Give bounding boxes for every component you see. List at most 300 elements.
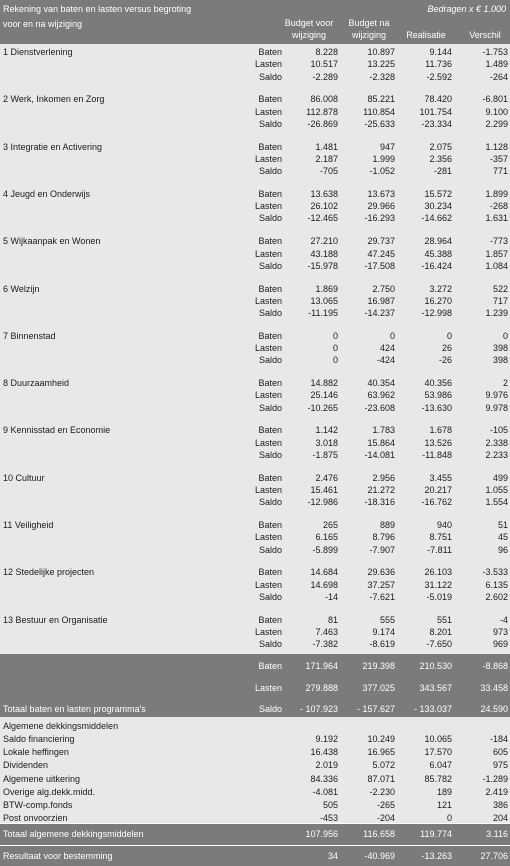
col-header-budget-voor bbox=[278, 17, 340, 41]
realisatie-cell: 189 bbox=[436, 787, 452, 797]
budget-na-cell: 85.221 bbox=[367, 94, 395, 104]
realisatie-cell: 210.530 bbox=[419, 661, 452, 671]
budget-na-cell: 110.854 bbox=[363, 107, 395, 117]
program-row bbox=[0, 71, 510, 83]
budget-voor-cell: 2.476 bbox=[315, 473, 338, 483]
row-label: Resultaat voor bestemming bbox=[3, 851, 113, 861]
budget-voor-cell: 14.698 bbox=[310, 580, 338, 590]
realisatie-cell: 8.751 bbox=[429, 532, 452, 542]
program-row bbox=[0, 58, 510, 70]
budget-voor-cell: - 107.923 bbox=[299, 704, 338, 714]
budget-voor-cell: 112.878 bbox=[306, 107, 338, 117]
program-row bbox=[0, 235, 510, 247]
verschil-cell: -4 bbox=[499, 615, 508, 625]
realisatie-cell: -7.650 bbox=[426, 639, 452, 649]
realisatie-cell: 26.103 bbox=[424, 567, 452, 577]
row-kind: Baten bbox=[258, 189, 282, 199]
row-label: 1 Dienstverlening bbox=[3, 47, 73, 57]
budget-voor-cell: 14.882 bbox=[310, 378, 338, 388]
algemene-row bbox=[0, 799, 510, 811]
realisatie-cell: -13.263 bbox=[421, 851, 452, 861]
budget-voor-cell: 1.481 bbox=[315, 142, 338, 152]
verschil-cell: 1.239 bbox=[485, 308, 508, 318]
realisatie-cell: -11.848 bbox=[422, 450, 452, 460]
budget-voor-cell: -14 bbox=[324, 592, 338, 602]
row-kind: Lasten bbox=[254, 438, 282, 448]
row-kind: Saldo bbox=[258, 592, 282, 602]
budget-voor-cell: -12.465 bbox=[307, 213, 338, 223]
budget-voor-cell: -10.265 bbox=[307, 403, 338, 413]
budget-na-cell: 15.864 bbox=[367, 438, 395, 448]
budget-na-cell: - 157.627 bbox=[356, 704, 395, 714]
realisatie-cell: 8.201 bbox=[429, 627, 452, 637]
budget-na-cell: -7.907 bbox=[369, 545, 395, 555]
realisatie-cell: 15.572 bbox=[424, 189, 452, 199]
budget-voor-cell: 13.638 bbox=[310, 189, 338, 199]
verschil-cell: 717 bbox=[492, 296, 508, 306]
budget-na-cell: -23.608 bbox=[364, 403, 395, 413]
budget-na-cell: 21.272 bbox=[367, 485, 395, 495]
program-row bbox=[0, 566, 510, 578]
row-kind: Lasten bbox=[254, 683, 282, 693]
verschil-cell: 605 bbox=[492, 747, 508, 757]
row-kind: Lasten bbox=[254, 485, 282, 495]
row-label: 6 Welzijn bbox=[3, 284, 40, 294]
budget-voor-cell: -453 bbox=[319, 813, 338, 823]
realisatie-cell: 6.047 bbox=[429, 760, 452, 770]
row-label: Algemene uitkering bbox=[3, 774, 81, 784]
budget-voor-cell: -12.986 bbox=[307, 497, 338, 507]
row-kind: Lasten bbox=[254, 296, 282, 306]
budget-voor-cell: 9.192 bbox=[315, 734, 338, 744]
budget-voor-cell: 84.336 bbox=[310, 774, 338, 784]
budget-na-cell: -40.969 bbox=[364, 851, 395, 861]
budget-na-cell: 40.354 bbox=[367, 378, 395, 388]
realisatie-cell: 940 bbox=[436, 520, 452, 530]
program-row bbox=[0, 200, 510, 212]
totals-row bbox=[0, 703, 510, 715]
program-row bbox=[0, 377, 510, 389]
realisatie-cell: 2.075 bbox=[429, 142, 452, 152]
program-row bbox=[0, 389, 510, 401]
row-kind: Saldo bbox=[258, 450, 282, 460]
verschil-cell: 975 bbox=[492, 760, 508, 770]
realisatie-cell: 121 bbox=[436, 800, 452, 810]
algemene-total-row bbox=[0, 824, 510, 845]
budget-na-cell: 16.965 bbox=[367, 747, 395, 757]
budget-na-cell: 2.750 bbox=[372, 284, 395, 294]
budget-voor-cell: 26.102 bbox=[310, 201, 338, 211]
program-row bbox=[0, 141, 510, 153]
realisatie-cell: 26 bbox=[441, 343, 452, 353]
row-kind: Lasten bbox=[254, 532, 282, 542]
verschil-cell: 3.116 bbox=[486, 829, 508, 839]
budget-voor-cell: -11.195 bbox=[308, 308, 338, 318]
row-kind: Baten bbox=[258, 615, 282, 625]
result-row bbox=[0, 846, 510, 866]
program-row bbox=[0, 449, 510, 461]
row-kind: Saldo bbox=[258, 119, 282, 129]
realisatie-cell: 3.272 bbox=[429, 284, 452, 294]
algemene-row bbox=[0, 786, 510, 798]
row-kind: Saldo bbox=[258, 166, 282, 176]
program-row bbox=[0, 165, 510, 177]
row-kind: Baten bbox=[258, 94, 282, 104]
program-row bbox=[0, 93, 510, 105]
budget-na-cell: 63.962 bbox=[367, 390, 395, 400]
totals-row bbox=[0, 682, 510, 694]
budget-voor-cell: -7.382 bbox=[312, 639, 338, 649]
realisatie-cell: 2.356 bbox=[429, 154, 452, 164]
budget-na-cell: 47.245 bbox=[367, 249, 395, 259]
verschil-cell: -6.801 bbox=[482, 94, 508, 104]
budget-na-cell: 424 bbox=[379, 343, 395, 353]
budget-voor-cell: 7.463 bbox=[315, 627, 338, 637]
row-kind: Baten bbox=[258, 661, 282, 671]
program-row bbox=[0, 591, 510, 603]
row-label: Lokale heffingen bbox=[3, 747, 69, 757]
row-label: 10 Cultuur bbox=[3, 473, 45, 483]
verschil-cell: 9.100 bbox=[485, 107, 508, 117]
row-kind: Baten bbox=[258, 47, 282, 57]
realisatie-cell: 16.270 bbox=[424, 296, 452, 306]
row-kind: Baten bbox=[258, 378, 282, 388]
realisatie-cell: -23.334 bbox=[421, 119, 452, 129]
verschil-cell: 1.055 bbox=[485, 485, 508, 495]
verschil-cell: 522 bbox=[492, 284, 508, 294]
verschil-cell: -8.868 bbox=[482, 661, 508, 671]
totals-row bbox=[0, 660, 510, 672]
realisatie-cell: -7.811 bbox=[427, 545, 452, 555]
realisatie-cell: 10.065 bbox=[424, 734, 452, 744]
budget-na-cell: -204 bbox=[376, 813, 395, 823]
row-kind: Lasten bbox=[254, 390, 282, 400]
budget-voor-cell: 14.684 bbox=[310, 567, 338, 577]
row-label: Overige alg.dekk.midd. bbox=[3, 787, 96, 797]
realisatie-cell: 11.736 bbox=[425, 59, 452, 69]
verschil-cell: 499 bbox=[492, 473, 508, 483]
realisatie-cell: 343.567 bbox=[419, 683, 452, 693]
program-row bbox=[0, 118, 510, 130]
verschil-cell: 204 bbox=[492, 813, 508, 823]
budget-na-cell: -16.293 bbox=[364, 213, 395, 223]
verschil-cell: 9.978 bbox=[485, 403, 508, 413]
realisatie-cell: 9.144 bbox=[429, 47, 452, 57]
program-row bbox=[0, 484, 510, 496]
row-label: 8 Duurzaamheid bbox=[3, 378, 70, 388]
budget-na-cell: 87.071 bbox=[367, 774, 395, 784]
program-row bbox=[0, 106, 510, 118]
row-kind: Baten bbox=[258, 142, 282, 152]
row-kind: Saldo bbox=[258, 403, 282, 413]
verschil-cell: 973 bbox=[492, 627, 508, 637]
budget-na-cell: 889 bbox=[379, 520, 395, 530]
verschil-cell: 2.338 bbox=[485, 438, 508, 448]
budget-voor-cell: 25.146 bbox=[310, 390, 338, 400]
budget-na-cell: -2.328 bbox=[369, 72, 395, 82]
program-row bbox=[0, 260, 510, 272]
budget-na-cell: -14.237 bbox=[364, 308, 395, 318]
algemene-row bbox=[0, 773, 510, 785]
program-row bbox=[0, 638, 510, 650]
row-kind: Baten bbox=[258, 567, 282, 577]
program-row bbox=[0, 496, 510, 508]
budget-voor-cell: 43.188 bbox=[310, 249, 338, 259]
verschil-cell: 24.590 bbox=[480, 704, 508, 714]
budget-na-cell: -25.633 bbox=[364, 119, 395, 129]
budget-voor-cell: 6.165 bbox=[315, 532, 338, 542]
budget-na-cell: -7.621 bbox=[369, 592, 395, 602]
budget-na-cell: 16.987 bbox=[367, 296, 395, 306]
verschil-cell: -1.289 bbox=[482, 774, 508, 784]
budget-voor-cell: 0 bbox=[332, 331, 338, 341]
program-row bbox=[0, 531, 510, 543]
budget-voor-cell: 2.187 bbox=[315, 154, 338, 164]
budget-na-cell: 555 bbox=[379, 615, 395, 625]
budget-na-cell: -8.619 bbox=[369, 639, 395, 649]
budget-na-cell: -265 bbox=[376, 800, 395, 810]
program-row bbox=[0, 248, 510, 260]
program-row bbox=[0, 437, 510, 449]
algemene-dekkingsmiddelen-section bbox=[0, 717, 510, 823]
row-kind: Lasten bbox=[254, 201, 282, 211]
budget-na-cell: -2.230 bbox=[369, 787, 395, 797]
row-label: 13 Bestuur en Organisatie bbox=[3, 615, 108, 625]
program-row bbox=[0, 153, 510, 165]
budget-voor-cell: 171.964 bbox=[305, 661, 338, 671]
algemene-row bbox=[0, 759, 510, 771]
verschil-cell: -773 bbox=[489, 236, 508, 246]
program-row bbox=[0, 283, 510, 295]
program-row bbox=[0, 46, 510, 58]
verschil-cell: -357 bbox=[489, 154, 508, 164]
budget-voor-cell: 13.065 bbox=[310, 296, 338, 306]
program-row bbox=[0, 188, 510, 200]
program-row bbox=[0, 626, 510, 638]
verschil-cell: 2.419 bbox=[485, 787, 508, 797]
budget-na-cell: 947 bbox=[379, 142, 395, 152]
verschil-cell: 1.857 bbox=[485, 249, 508, 259]
budget-na-cell: -14.081 bbox=[364, 450, 395, 460]
budget-na-cell: -17.508 bbox=[364, 261, 395, 271]
row-kind: Lasten bbox=[254, 107, 282, 117]
verschil-cell: 398 bbox=[492, 355, 508, 365]
realisatie-cell: 551 bbox=[436, 615, 452, 625]
col-header-text: Budget na bbox=[348, 18, 390, 28]
row-kind: Saldo bbox=[258, 639, 282, 649]
budget-voor-cell: -5.899 bbox=[312, 545, 338, 555]
realisatie-cell: -13.630 bbox=[421, 403, 452, 413]
row-kind: Lasten bbox=[254, 249, 282, 259]
algemene-row bbox=[0, 733, 510, 745]
budget-na-cell: -424 bbox=[376, 355, 395, 365]
row-kind: Saldo bbox=[258, 261, 282, 271]
budget-na-cell: 29.636 bbox=[367, 567, 395, 577]
budget-voor-cell: 2.019 bbox=[315, 760, 338, 770]
budget-na-cell: 37.257 bbox=[367, 580, 395, 590]
row-label: 11 Veiligheid bbox=[3, 520, 54, 530]
budget-na-cell: 2.956 bbox=[372, 473, 395, 483]
realisatie-cell: -5.019 bbox=[426, 592, 452, 602]
realisatie-cell: -2.592 bbox=[426, 72, 452, 82]
program-row bbox=[0, 579, 510, 591]
verschil-cell: 969 bbox=[492, 639, 508, 649]
verschil-cell: 398 bbox=[492, 343, 508, 353]
verschil-cell: -184 bbox=[489, 734, 508, 744]
col-header-realisatie: Realisatie bbox=[406, 30, 446, 40]
realisatie-cell: -16.762 bbox=[421, 497, 452, 507]
row-kind: Baten bbox=[258, 520, 282, 530]
budget-na-cell: 5.072 bbox=[372, 760, 395, 770]
verschil-cell: 2.299 bbox=[485, 119, 508, 129]
budget-voor-cell: 1.869 bbox=[315, 284, 338, 294]
verschil-cell: 1.899 bbox=[485, 189, 508, 199]
program-row bbox=[0, 342, 510, 354]
verschil-cell: 2 bbox=[502, 378, 508, 388]
budget-voor-cell: 16.438 bbox=[310, 747, 338, 757]
row-kind: Saldo bbox=[258, 545, 282, 555]
realisatie-cell: - 133.037 bbox=[413, 704, 452, 714]
row-label: Totaal algemene dekkingsmiddelen bbox=[3, 829, 144, 839]
realisatie-cell: -16.424 bbox=[421, 261, 452, 271]
verschil-cell: 96 bbox=[497, 545, 508, 555]
program-row bbox=[0, 614, 510, 626]
program-row bbox=[0, 212, 510, 224]
budget-na-cell: 10.897 bbox=[367, 47, 395, 57]
program-row bbox=[0, 519, 510, 531]
verschil-cell: 2.602 bbox=[485, 592, 508, 602]
budget-na-cell: -18.316 bbox=[364, 497, 395, 507]
row-label: 7 Binnenstad bbox=[3, 331, 56, 341]
section-title bbox=[0, 720, 510, 732]
col-header-text: wijziging bbox=[291, 30, 326, 40]
row-label: Post onvoorzien bbox=[3, 813, 68, 823]
verschil-cell: -105 bbox=[489, 425, 508, 435]
row-label: 3 Integratie en Activering bbox=[3, 142, 103, 152]
budget-voor-cell: -2.289 bbox=[312, 72, 338, 82]
program-row bbox=[0, 354, 510, 366]
verschil-cell: -3.533 bbox=[482, 567, 508, 577]
budget-na-cell: 13.673 bbox=[367, 189, 395, 199]
realisatie-cell: -14.662 bbox=[421, 213, 452, 223]
budget-voor-cell: 3.018 bbox=[315, 438, 338, 448]
row-kind: Baten bbox=[258, 284, 282, 294]
realisatie-cell: 85.782 bbox=[424, 774, 452, 784]
realisatie-cell: 13.526 bbox=[424, 438, 452, 448]
row-label: Totaal baten en lasten programma's bbox=[3, 704, 146, 714]
realisatie-cell: 17.570 bbox=[424, 747, 452, 757]
budget-voor-cell: -15.978 bbox=[307, 261, 338, 271]
budget-voor-cell: 15.461 bbox=[310, 485, 338, 495]
row-kind: Baten bbox=[258, 331, 282, 341]
verschil-cell: -1.753 bbox=[482, 47, 508, 57]
budget-na-cell: 29.737 bbox=[367, 236, 395, 246]
realisatie-cell: -26 bbox=[438, 355, 452, 365]
col-header-text: Budget voor bbox=[284, 18, 334, 28]
budget-na-cell: 9.174 bbox=[372, 627, 395, 637]
realisatie-cell: 31.122 bbox=[424, 580, 452, 590]
realisatie-cell: 28.964 bbox=[424, 236, 452, 246]
budget-voor-cell: -4.081 bbox=[312, 787, 338, 797]
table-title: Rekening van baten en lasten versus begroting bbox=[3, 4, 192, 14]
realisatie-cell: 78.420 bbox=[424, 94, 452, 104]
realisatie-cell: 20.217 bbox=[424, 485, 452, 495]
budget-voor-cell: 34 bbox=[327, 851, 338, 861]
row-kind: Saldo bbox=[258, 308, 282, 318]
budget-voor-cell: 81 bbox=[327, 615, 338, 625]
realisatie-cell: 1.678 bbox=[429, 425, 452, 435]
algemene-row bbox=[0, 746, 510, 758]
row-label: Algemene dekkingsmiddelen bbox=[3, 721, 119, 731]
row-kind: Saldo bbox=[258, 72, 282, 82]
program-row bbox=[0, 295, 510, 307]
row-kind: Lasten bbox=[254, 627, 282, 637]
verschil-cell: 0 bbox=[502, 331, 508, 341]
row-label: 4 Jeugd en Onderwijs bbox=[3, 189, 91, 199]
row-kind: Baten bbox=[258, 473, 282, 483]
budget-voor-cell: 505 bbox=[322, 800, 338, 810]
program-row bbox=[0, 307, 510, 319]
table-header bbox=[0, 0, 510, 44]
totals-section bbox=[0, 654, 510, 717]
verschil-cell: 33.458 bbox=[480, 683, 508, 693]
budget-voor-cell: -705 bbox=[319, 166, 338, 176]
budget-na-cell: 116.658 bbox=[363, 829, 395, 839]
realisatie-cell: 0 bbox=[446, 331, 452, 341]
budget-voor-cell: 107.956 bbox=[305, 829, 338, 839]
budget-voor-cell: -1.875 bbox=[312, 450, 338, 460]
budget-voor-cell: 27.210 bbox=[310, 236, 338, 246]
row-label: 2 Werk, Inkomen en Zorg bbox=[3, 94, 105, 104]
realisatie-cell: 3.455 bbox=[429, 473, 452, 483]
verschil-cell: 51 bbox=[497, 520, 508, 530]
budget-voor-cell: -26.869 bbox=[307, 119, 338, 129]
row-kind: Lasten bbox=[254, 59, 282, 69]
col-header-text: wijziging bbox=[351, 30, 386, 40]
budget-voor-cell: 279.888 bbox=[305, 683, 338, 693]
algemene-row bbox=[0, 812, 510, 824]
budget-voor-cell: 265 bbox=[322, 520, 338, 530]
budget-voor-cell: 8.228 bbox=[315, 47, 338, 57]
row-kind: Lasten bbox=[254, 154, 282, 164]
col-header-verschil: Verschil bbox=[469, 30, 501, 40]
row-label: 12 Stedelijke projecten bbox=[3, 567, 95, 577]
budget-na-cell: 377.025 bbox=[362, 683, 395, 693]
verschil-cell: 771 bbox=[492, 166, 508, 176]
program-row bbox=[0, 424, 510, 436]
budget-na-cell: 8.796 bbox=[372, 532, 395, 542]
realisatie-cell: 101.754 bbox=[419, 107, 452, 117]
program-row bbox=[0, 544, 510, 556]
realisatie-cell: 0 bbox=[446, 813, 452, 823]
row-kind: Saldo bbox=[258, 355, 282, 365]
verschil-cell: 1.554 bbox=[485, 497, 508, 507]
row-label: 5 Wijkaanpak en Wonen bbox=[3, 236, 101, 246]
row-kind: Lasten bbox=[254, 580, 282, 590]
algemene-total bbox=[0, 828, 510, 840]
budget-na-cell: 10.249 bbox=[367, 734, 395, 744]
budget-voor-cell: 86.008 bbox=[310, 94, 338, 104]
row-kind: Baten bbox=[258, 425, 282, 435]
realisatie-cell: 40.356 bbox=[424, 378, 452, 388]
budget-na-cell: -1.052 bbox=[369, 166, 395, 176]
row-kind: Saldo bbox=[258, 704, 282, 714]
budget-voor-cell: 10.517 bbox=[310, 59, 338, 69]
realisatie-cell: 30.234 bbox=[424, 201, 452, 211]
row-label: Saldo financiering bbox=[3, 734, 75, 744]
programs-section bbox=[0, 44, 510, 654]
budget-voor-cell: 0 bbox=[332, 355, 338, 365]
